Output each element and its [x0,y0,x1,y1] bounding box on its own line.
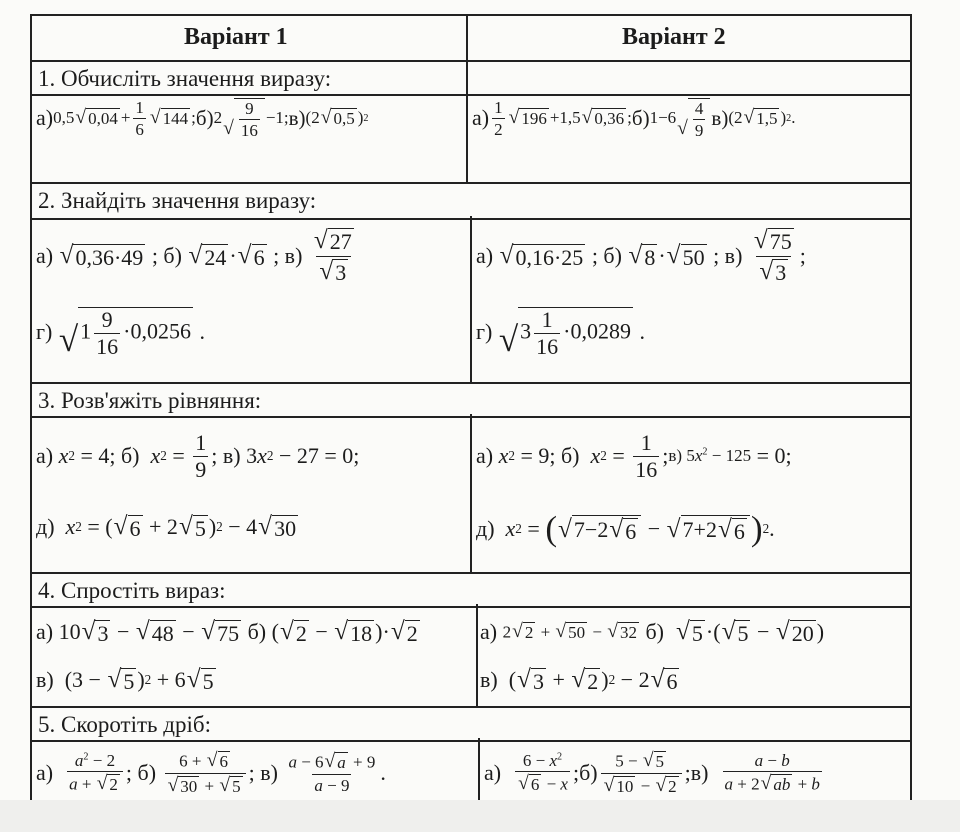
task-1-variant-2: а) $\frac{1}{2}$ √ 196 +1,5 √ 0,36 ; б) 1−6 √ $\frac{4}{9}$ в) (2 √ 1,5 ) 2 . [472,97,796,140]
task-2-variant-1-abv: а) √ 0,36·49 ; б) √ 24 · √ 6 ; в) √ 27 √ 3 [36,226,352,285]
variant-2-heading: Варіант 2 [622,24,726,50]
task-1-variant-1: а) 0,5 √ 0,04 + $\frac{1}{6}$ √ 144 ; б) 2 √ $\frac{9}{16}$ −1; в) (2 √ 0,5 ) 2 [36,97,369,140]
header-row [32,16,910,60]
task-3-variant-1-abv: а) x 2 = 4; б) x 2 = $\frac{1}{9}$ ; в) 3 x 2 − 27 = 0; [36,429,360,482]
task-5-section [32,706,910,802]
task-4-section [32,572,910,706]
task-5-variant-1: а) $a^2 - 2$ a + √ 2 ; б) 6 + √ 6 √ 30 + √ 5 ; в) a − 6 √ a + 9 a − 9 . [36,749,386,796]
variant-1-heading: Варіант 1 [184,24,288,50]
task-2-title: 2. Знайдіть значення виразу: [38,188,317,213]
scan-margin [0,800,960,832]
column-divider-3 [470,414,472,572]
column-divider-4 [476,604,478,706]
task-5-title: 5. Скоротіть дріб: [38,712,211,737]
task-3-title: 3. Розв'яжіть рівняння: [38,388,262,413]
task-5-variant-2: а) $6 - x^2$ √ 6 − x ;б) 5 − √ 5 √ 10 − √ 2 ;в) a − b a + 2 √ ab + b [484,749,820,796]
task-3-variant-1-d: д) x 2 = ( √ 6 + 2 √ 5 ) 2 − 4 √ 30 [36,512,297,541]
task-2-variant-1-g: г) √ 1 $\frac{9}{16}$ ·0,0256 . [36,306,205,360]
task-4-variant-1-v: в) (3 − √ 5 ) 2 + 6 √ 5 [36,665,214,694]
task-1-title: 1. Обчисліть значення виразу: [38,66,332,91]
task-2-variant-2-g: г) √ 3 $\frac{1}{16}$ ·0,0289 . [476,306,645,360]
task-4-variant-1-ab: а) 10 √ 3 − √ 48 − √ 75 б) ( √ 2 − √ 18 )· √ 2 [36,617,418,646]
task-4-variant-2-v: в) ( √ 3 + √ 2 ) 2 − 2 √ 6 [480,665,678,694]
task-3-variant-2-d: д) x 2 = ( √ 7−2 √ 6 − √ 7+2 √ 6 ) 2 . [476,509,775,548]
column-divider-2 [470,216,472,382]
column-divider-5 [478,738,480,802]
task-4-variant-2-ab: а) 2 √ 2 + √ 50 − √ 32 б) √ 5 ·( √ 5 − √ 20 ) [480,617,825,646]
task-4-title: 4. Спростіть вираз: [38,578,226,603]
task-2-variant-2-abv: а) √ 0,16·25 ; б) √ 8 · √ 50 ; в) √ 75 √ 3 ; [476,226,806,285]
task-3-variant-2-abv: а) x 2 = 9; б) x 2 = $\frac{1}{16}$ ; в) $5x^2 - 125$ = 0; [476,429,792,482]
column-divider-1 [466,16,468,182]
exercise-table [30,14,912,800]
